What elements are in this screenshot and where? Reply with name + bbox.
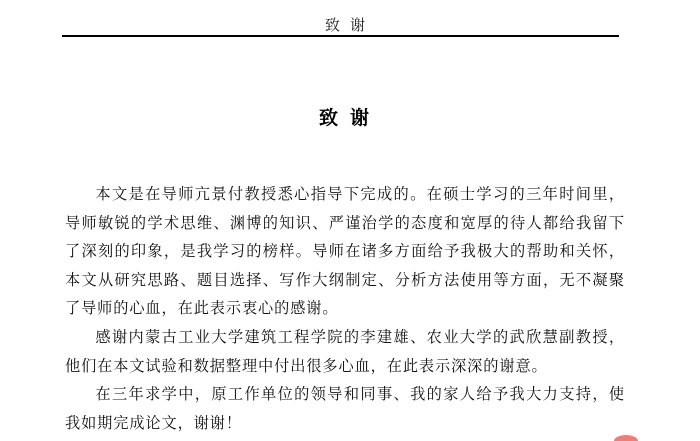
acknowledgement-body	[65, 180, 625, 437]
paragraph: 感谢内蒙古工业大学建筑工程学院的李建雄、农业大学的武欣慧副教授，他们在本文试验和数据整理中付出很多心血，在此表示深深的谢意。	[65, 327, 625, 375]
paragraph: 本文是在导师亢景付教授悉心指导下完成的。在硕士学习的三年时间里，导师敏锐的学术思维、渊博的知识、严谨治学的态度和宽厚的待人都给我留下了深刻的印象，是我学习的榜样。导师在诸多方面给予我极大的帮助和关怀，本文从研究思路、题目选择、写作大纲制定、分析方法使用等方面，无不凝聚了导师的心血，在此表示衷心的感谢。	[65, 185, 625, 318]
page-corner-mark	[614, 435, 638, 441]
running-header: 致谢	[324, 16, 375, 34]
page-title: 致谢	[318, 107, 381, 129]
header-rule	[62, 35, 619, 37]
paragraph: 在三年求学中，原工作单位的领导和同事、我的家人给予我大力支持，使我如期完成论文，谢谢！	[65, 385, 625, 432]
